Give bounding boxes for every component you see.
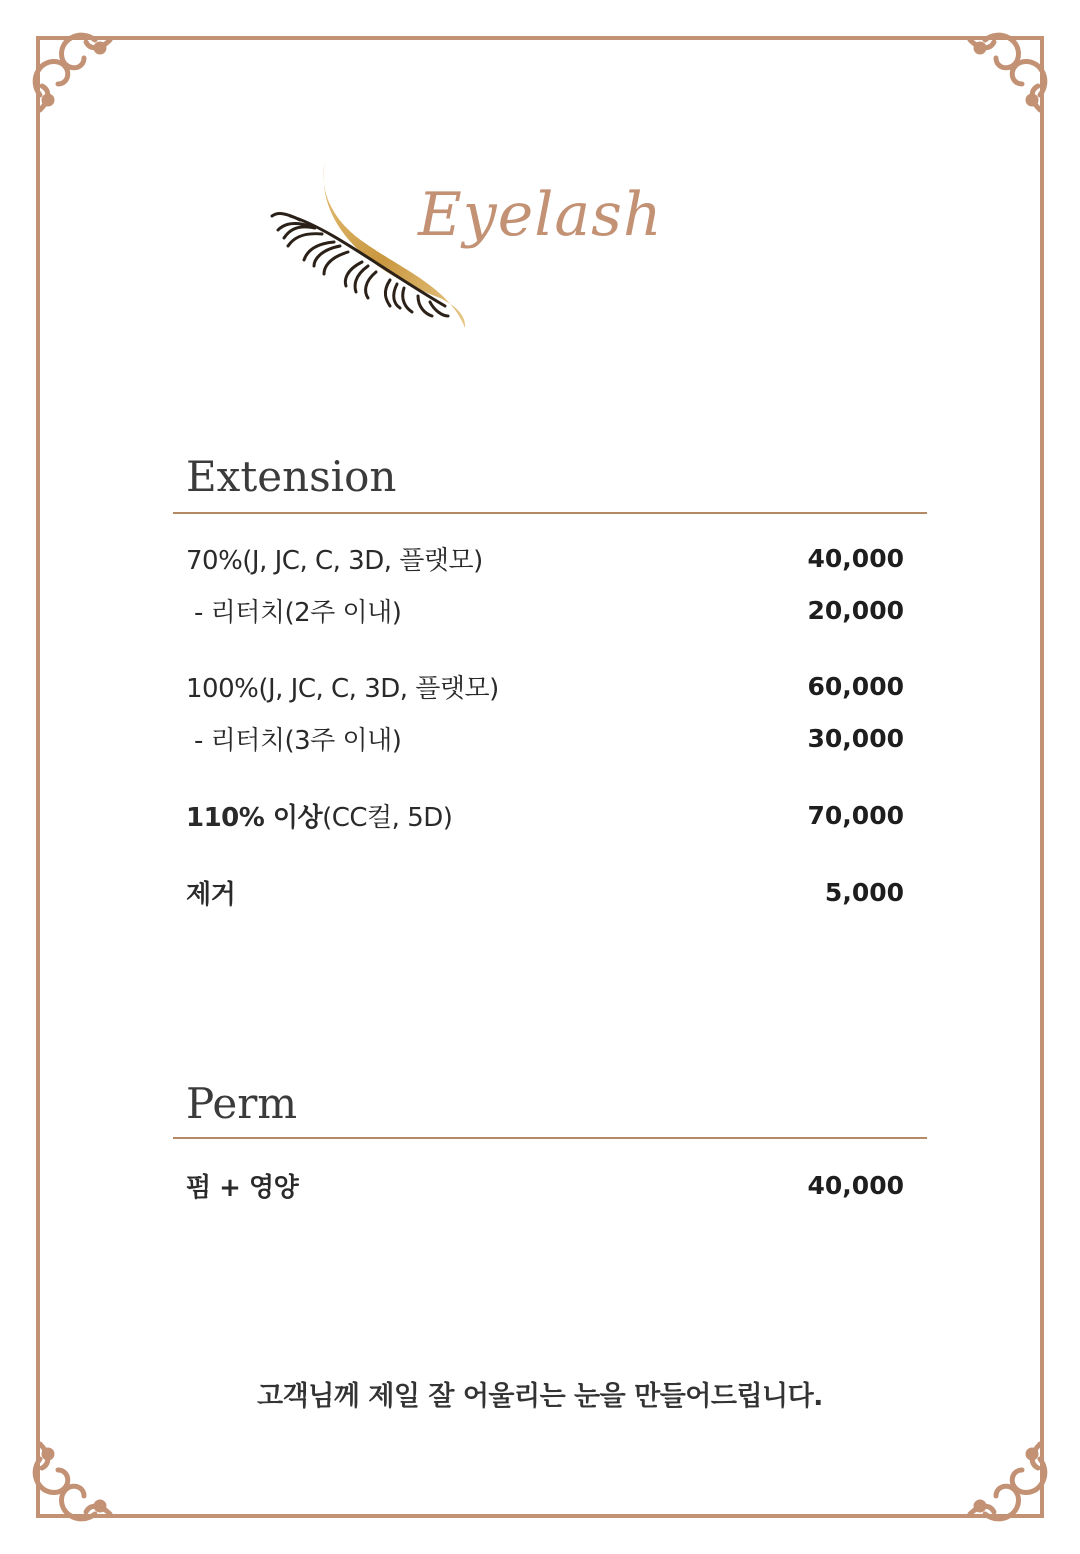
menu-item-label: 제거 bbox=[186, 880, 236, 910]
section-divider bbox=[173, 1137, 927, 1139]
menu-item-row bbox=[186, 720, 904, 760]
menu-item-price: 40,000 bbox=[807, 544, 904, 573]
menu-item-price: 60,000 bbox=[807, 672, 904, 701]
menu-item-label: - 리터치(2주 이내) bbox=[194, 598, 402, 628]
menu-item-price: 70,000 bbox=[807, 801, 904, 830]
footer-message: 고객님께 제일 잘 어울리는 눈을 만들어드립니다. bbox=[257, 1381, 823, 1412]
menu-item-row bbox=[186, 1167, 904, 1207]
section-divider bbox=[173, 512, 927, 514]
menu-item-row bbox=[186, 797, 904, 837]
menu-item-price: 40,000 bbox=[807, 1171, 904, 1200]
corner-ornament-bottom-right-icon bbox=[970, 1444, 1045, 1519]
corner-ornament-bottom-left-icon bbox=[35, 1444, 110, 1519]
menu-item-label bbox=[186, 797, 452, 834]
section-title-perm: Perm bbox=[186, 1079, 298, 1128]
corner-ornament-top-left-icon bbox=[35, 35, 110, 110]
menu-item-row bbox=[186, 540, 904, 580]
menu-item-label-rest: (CC컬, 5D) bbox=[322, 803, 453, 833]
menu-item-row bbox=[186, 592, 904, 632]
menu-item-price: 5,000 bbox=[824, 878, 904, 907]
logo-wordmark: Eyelash bbox=[418, 180, 663, 250]
menu-item-row bbox=[186, 668, 904, 708]
section-title-extension: Extension bbox=[186, 452, 397, 501]
menu-item-label: - 리터치(3주 이내) bbox=[194, 726, 402, 756]
corner-ornament-top-right-icon bbox=[970, 35, 1045, 110]
menu-item-label: 70%(J, JC, C, 3D, 플랫모) bbox=[186, 546, 483, 576]
menu-item-label: 펌 + 영양 bbox=[186, 1173, 299, 1203]
menu-item-price: 30,000 bbox=[807, 724, 904, 753]
menu-item-price: 20,000 bbox=[807, 596, 904, 625]
menu-item-label: 100%(J, JC, C, 3D, 플랫모) bbox=[186, 674, 499, 704]
menu-item-label-bold: 110% 이상 bbox=[186, 803, 323, 833]
menu-item-row bbox=[186, 874, 904, 914]
